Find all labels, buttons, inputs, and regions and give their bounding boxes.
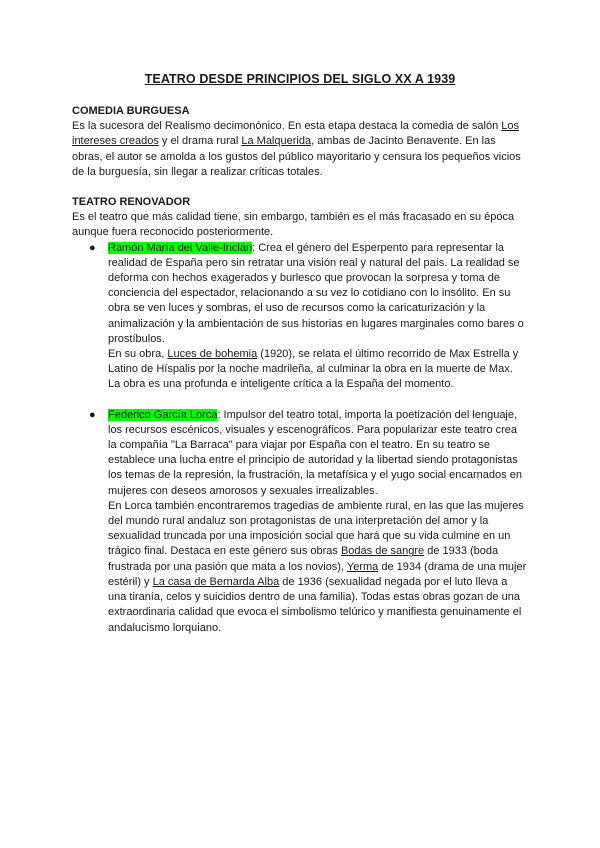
work-title-luces-de-bohemia: Luces de bohemia bbox=[167, 348, 258, 361]
text-run: (1920), se relata el último recorrido de Max Estrella y Latino de Híspalis por la noche madrileña, al culminar la obra en la muerte de Max. La obra es una profunda e inteligente crítica a la España del momento. bbox=[108, 348, 519, 391]
author-name-valle-inclan: Ramón María del Valle-Inclán bbox=[108, 241, 253, 254]
text-run: Es la sucesora del Realismo decimonónico. En esta etapa destaca la comedia de salón bbox=[72, 120, 502, 133]
paragraph-garcia-lorca bbox=[108, 408, 528, 499]
paragraph-lorca-tragedias bbox=[108, 499, 528, 636]
page-title: TEATRO DESDE PRINCIPIOS DEL SIGLO XX A 1939 bbox=[144, 72, 456, 86]
author-list bbox=[72, 241, 528, 636]
paragraph-comedia-burguesa bbox=[72, 119, 528, 180]
text-run: En Lorca también encontraremos tragedias de ambiente rural, en las que las mujeres del mundo rural andaluz son protagonistas de una interpretación del amor y la sexualidad truncada por una imposición social que hará que su vida culmine en un trágico final. Destaca en este género sus obras bbox=[108, 499, 524, 558]
work-title-la-casa-de-bernarda-alba: La casa de Bernarda Alba bbox=[152, 575, 280, 588]
bullet-icon: ● bbox=[89, 241, 96, 254]
author-name-garcia-lorca: Federico García Lorca bbox=[108, 408, 218, 421]
work-title-la-malquerida: La Malquerida bbox=[241, 135, 312, 148]
list-item-garcia-lorca bbox=[72, 408, 528, 636]
text-run: y el drama rural bbox=[158, 135, 242, 148]
paragraph-luces-de-bohemia bbox=[108, 347, 528, 393]
text-run: de 1936 (sexualidad negada por el luto lleva a una tiranía, celos y suicidios dentro de una familia). Todas estas obras gozan de una extraordinaria calidad que evoca el simbolismo telúrico y manifiesta genuinamente el andalucismo lorquiano. bbox=[108, 575, 522, 634]
list-item-valle-inclan bbox=[72, 241, 528, 393]
text-run: de 1934 (drama de una mujer estéril) y bbox=[108, 560, 527, 588]
text-run: de 1933 (boda frustrada por una pasión que mata a los novios), bbox=[108, 545, 499, 573]
section-heading-teatro-renovador: TEATRO RENOVADOR bbox=[72, 196, 191, 209]
paragraph-valle-inclan bbox=[108, 241, 528, 347]
text-run: : Impulsor del teatro total, importa la poetización del lenguaje, los recursos escénicos, visuales y escenográficos. Para popularizar este teatro crea la compañía "La Barraca" para viajar por España con el teatro. En su teatro se establece una lucha entre el principio de autoridad y la libertad siendo protagonistas los temas de la represión, la frustración, la metafísica y el yugo social encarnados en mujeres con deseos amorosos y sexuales irrealizables. bbox=[108, 408, 522, 497]
text-run: : Crea el género del Esperpento para representar la realidad de España pero sin retratar una visión real y natural del país. La realidad se deforma con hechos exagerados y burlesco que provocan la sorpresa y toma de conciencia del espectador, relacionando a su vez lo cotidiano con lo insólito. En su obra se ven luces y sombras, el uso de recursos como la caricaturización y la animalización y la ambientación de sus historias en lugares marginales como bares o prostíbulos. bbox=[108, 241, 524, 345]
section-heading-comedia-burguesa: COMEDIA BURGUESA bbox=[72, 105, 190, 117]
paragraph-teatro-renovador-intro: Es el teatro que más calidad tiene, sin embargo, también es el más fracasado en su época aunque fuera reconocido posteriormente. bbox=[72, 211, 515, 239]
work-title-bodas-de-sangre: Bodas de sangre bbox=[340, 545, 425, 558]
work-title-yerma: Yerma bbox=[346, 560, 379, 573]
text-run: En su obra, bbox=[108, 348, 168, 361]
text-run: , ambas de Jacinto Benavente. En las obras, el autor se amolda a los gustos del público mayoritario y censura los pequeños vicios de la burguesía, sin llegar a realizar críticas totales. bbox=[72, 135, 521, 178]
work-title-los-intereses-creados: Los intereses creados bbox=[72, 120, 519, 148]
document-body bbox=[72, 104, 528, 636]
bullet-icon: ● bbox=[89, 408, 96, 421]
